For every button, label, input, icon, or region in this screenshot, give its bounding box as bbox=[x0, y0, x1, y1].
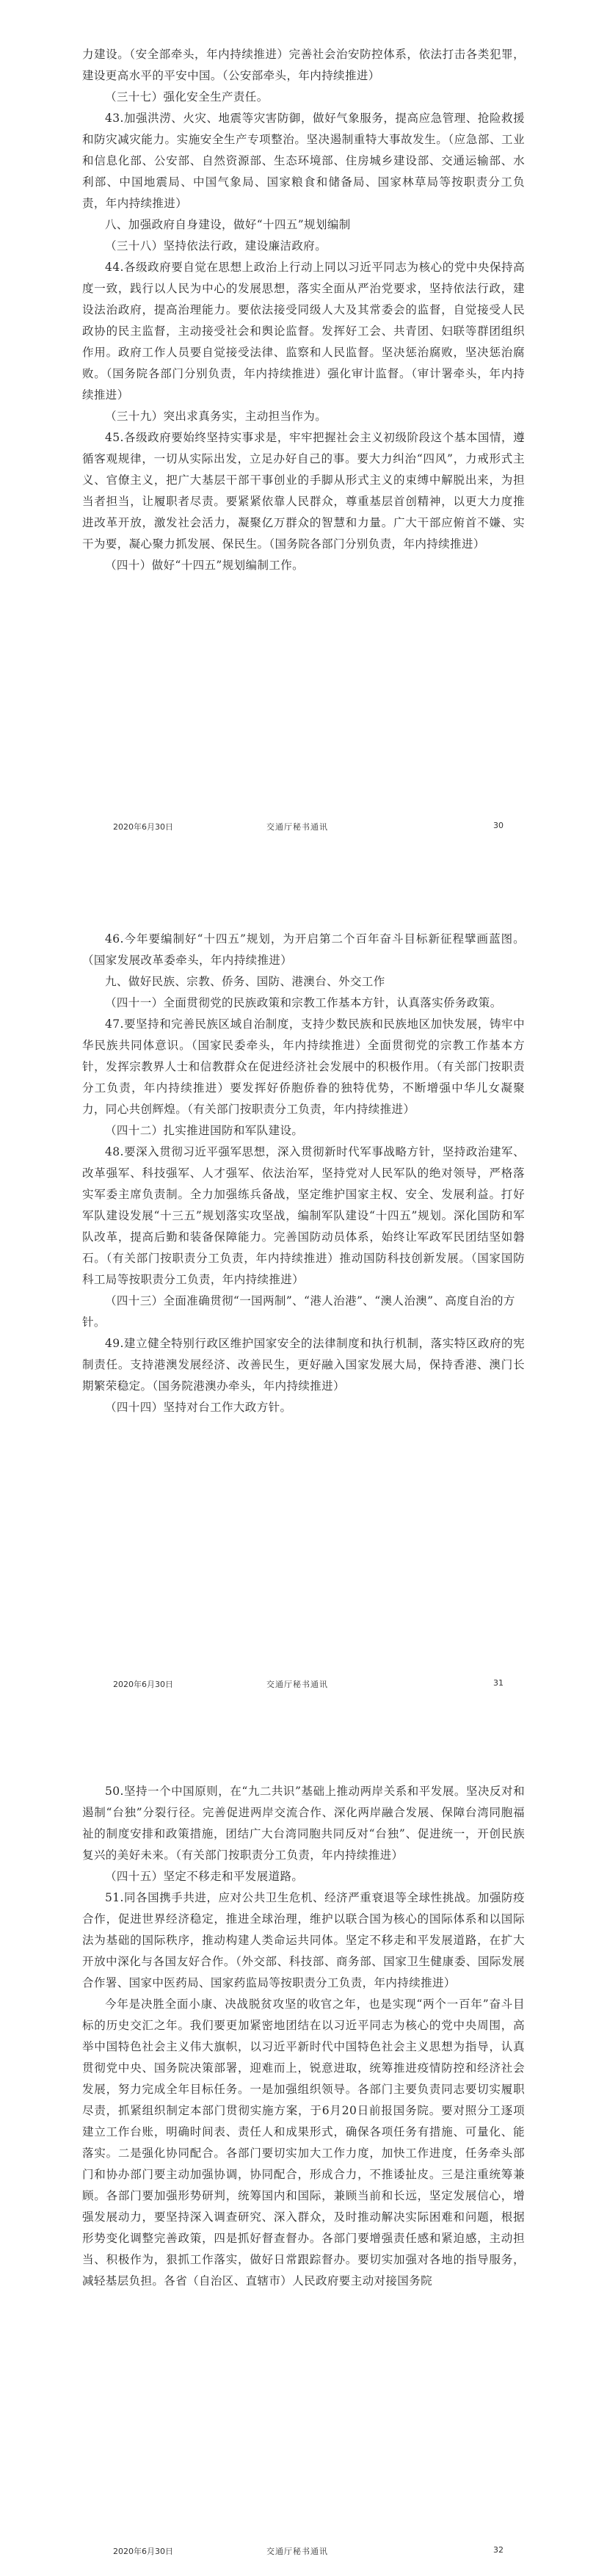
paragraph: （四十一）全面贯彻党的民族政策和宗教工作基本方针，认真落实侨务政策。 bbox=[105, 996, 502, 1009]
section-heading: （三十七）强化安全生产责任。 bbox=[105, 90, 269, 104]
paragraph: 47.要坚持和完善民族区域自治制度，支持少数民族和民族地区加快发展，铸牢中华民族共同体意识。（国家民委牵头，年内持续推进）全面贯彻党的宗教工作基本方针，发挥宗教界人士和信教群众在促进经济社会发展中的积极作用。（有关部门按职责分工负责，年内持续推进）要发挥好侨胞侨眷的独特优势，不断增强中华儿女凝聚力，同心共创辉煌。（有关部门按职责分工负责，年内持续推进） bbox=[82, 1017, 525, 1116]
page-footer bbox=[82, 821, 525, 834]
footer-publication: 交通厅秘书通讯 bbox=[266, 1680, 328, 1689]
section-heading: （四十三）全面准确贯彻“一国两制”、“港人治港”、“澳人治澳”、高度自治的方针。 bbox=[82, 1294, 515, 1329]
paragraph: 45.各级政府要始终坚持实事求是，牢牢把握社会主义初级阶段这个基本国情，遵循客观规律，一切从实际出发，立足办好自己的事。要大力纠治“四风”，力戒形式主义、官僚主义，把广大基层干部干事创业的手脚从形式主义的束缚中解脱出来，为担当者担当，让履职者尽责。要紧紧依靠人民群众，尊重基层首创精神，以更大力度推进改革开放，激发社会活力，凝聚亿万群众的智慧和力量。广大干部应俯首不嫌、实干为要，凝心聚力抓发展、保民生。（国务院各部门分别负责，年内持续推进） bbox=[82, 431, 525, 551]
page-footer bbox=[82, 2545, 525, 2558]
paragraph: 51.同各国携手共进，应对公共卫生危机、经济严重衰退等全球性挑战。加强防疫合作，促进世界经济稳定，推进全球治理，维护以联合国为核心的国际体系和以国际法为基础的国际秩序，推动构建人类命运共同体。坚定不移走和平发展道路，在扩大开放中深化与各国友好合作。（外交部、科技部、商务部、国家卫生健康委、国际发展合作署、国家中医药局、国家药监局等按职责分工负责，年内持续推进） bbox=[82, 1891, 525, 1989]
page-30 bbox=[0, 0, 607, 859]
paragraph: 48.要深入贯彻习近平强军思想，深入贯彻新时代军事战略方针，坚持政治建军、改革强军、科技强军、人才强军、依法治军，坚持党对人民军队的绝对领导，严格落实军委主席负责制。全力加强练兵备战，坚定维护国家主权、安全、发展利益。打好军队建设发展“十三五”规划落实攻坚战，编制军队建设“十四五”规划。深化国防和军队改革，提高后勤和装备保障能力。完善国防动员体系，始终让军政军民团结坚如磐石。（有关部门按职责分工负责，年内持续推进）推动国防科技创新发展。（国家国防科工局等按职责分工负责，年内持续推进） bbox=[82, 1145, 525, 1286]
section-heading: 九、做好民族、宗教、侨务、国防、港澳台、外交工作 bbox=[105, 975, 385, 988]
paragraph: 力建设。（安全部牵头，年内持续推进）完善社会治安防控体系，依法打击各类犯罪，建设更高水平的平安中国。（公安部牵头，年内持续推进） bbox=[82, 48, 525, 82]
page-body bbox=[82, 44, 525, 576]
section-heading: （四十四）坚持对台工作大政方针。 bbox=[105, 1401, 292, 1414]
paragraph: 49.建立健全特别行政区维护国家安全的法律制度和执行机制，落实特区政府的宪制责任。支持港澳发展经济、改善民生，更好融入国家发展大局，保持香港、澳门长期繁荣稳定。（国务院港澳办牵头，年内持续推进） bbox=[82, 1337, 525, 1393]
page-32 bbox=[0, 1718, 607, 2576]
paragraph: 46.今年要编制好“十四五”规划，为开启第二个百年奋斗目标新征程擘画蓝图。（国家发展改革委牵头，年内持续推进） bbox=[82, 932, 525, 967]
footer-date: 2020年6月30日 bbox=[113, 2547, 173, 2556]
page-body bbox=[82, 929, 525, 1418]
paragraph: 今年是决胜全面小康、决战脱贫攻坚的收官之年，也是实现“两个一百年”奋斗目标的历史交汇之年。我们要更加紧密地团结在以习近平同志为核心的党中央周围，高举中国特色社会主义伟大旗帜，以习近平新时代中国特色社会主义思想为指导，认真贯彻党中央、国务院决策部署，迎难而上，锐意进取，统筹推进疫情防控和经济社会发展，努力完成全年目标任务。一是加强组织领导。各部门主要负责同志要切实履职尽责，抓紧组织制定本部门贯彻实施方案，于6月20日前报国务院。要对照分工逐项建立工作台账，明确时间表、责任人和成果形式，确保各项任务有措施、可量化、能落实。二是强化协同配合。各部门要切实加大工作力度，加快工作进度，任务牵头部门和协办部门要主动加强协调，协同配合，形成合力，不推诿扯皮。三是注重统筹兼顾。各部门要加强形势研判，统筹国内和国际，兼顾当前和长远，坚定发展信心，增强发展动力，要坚持深入调查研究、深入群众，及时推动解决实际困难和问题，根据形势变化调整完善政策，四是抓好督查督办。各部门要增强责任感和紧迫感，主动担当、积极作为，狠抓工作落实，做好日常跟踪督办。要切实加强对各地的指导服务，减轻基层负担。各省（自治区、直辖市）人民政府要主动对接国务院 bbox=[82, 1998, 525, 2287]
section-heading: （四十五）坚定不移走和平发展道路。 bbox=[105, 1870, 304, 1883]
section-heading: （三十九）突出求真务实，主动担当作为。 bbox=[105, 410, 327, 423]
footer-publication: 交通厅秘书通讯 bbox=[266, 822, 328, 832]
section-heading: （三十八）坚持依法行政，建设廉洁政府。 bbox=[105, 239, 327, 253]
section-heading: （四十二）扎实推进国防和军队建设。 bbox=[105, 1124, 304, 1137]
section-heading: 八、加强政府自身建设，做好“十四五”规划编制 bbox=[105, 218, 351, 231]
section-heading: （四十）做好“十四五”规划编制工作。 bbox=[105, 559, 305, 572]
paragraph: 43.加强洪涝、火灾、地震等灾害防御，做好气象服务，提高应急管理、抢险救援和防灾减灾能力。实施安全生产专项整治。坚决遏制重特大事故发生。（应急部、工业和信息化部、公安部、自然资源部、生态环境部、住房城乡建设部、交通运输部、水利部、中国地震局、中国气象局、国家粮食和储备局、国家林草局等按职责分工负责，年内持续推进） bbox=[82, 112, 525, 210]
footer-date: 2020年6月30日 bbox=[113, 1680, 173, 1689]
paragraph: 50.坚持一个中国原则，在“九二共识”基础上推动两岸关系和平发展。坚决反对和遏制“台独”分裂行径。完善促进两岸交流合作、深化两岸融合发展、保障台湾同胞福祉的制度安排和政策措施，团结广大台湾同胞共同反对“台独”、促进统一，开创民族复兴的美好未来。（有关部门按职责分工负责，年内持续推进） bbox=[82, 1785, 525, 1862]
page-number: 31 bbox=[493, 1678, 504, 1688]
page-number: 32 bbox=[493, 2545, 504, 2555]
paragraph: 44.各级政府要自觉在思想上政治上行动上同以习近平同志为核心的党中央保持高度一致，践行以人民为中心的发展思想，落实全面从严治党要求，坚持依法行政，建设法治政府，提高治理能力。要依法接受同级人大及其常委会的监督，自觉接受人民政协的民主监督，主动接受社会和舆论监督。发挥好工会、共青团、妇联等群团组织作用。政府工作人员要自觉接受法律、监察和人民监督。坚决惩治腐败，坚决惩治腐败。（国务院各部门分别负责，年内持续推进）强化审计监督。（审计署牵头，年内持续推进） bbox=[82, 261, 525, 402]
footer-date: 2020年6月30日 bbox=[113, 822, 173, 832]
footer-publication: 交通厅秘书通讯 bbox=[266, 2547, 328, 2556]
page-footer bbox=[82, 1678, 525, 1691]
page-31 bbox=[0, 859, 607, 1718]
page-number: 30 bbox=[493, 821, 504, 830]
page-body bbox=[82, 1781, 525, 2292]
